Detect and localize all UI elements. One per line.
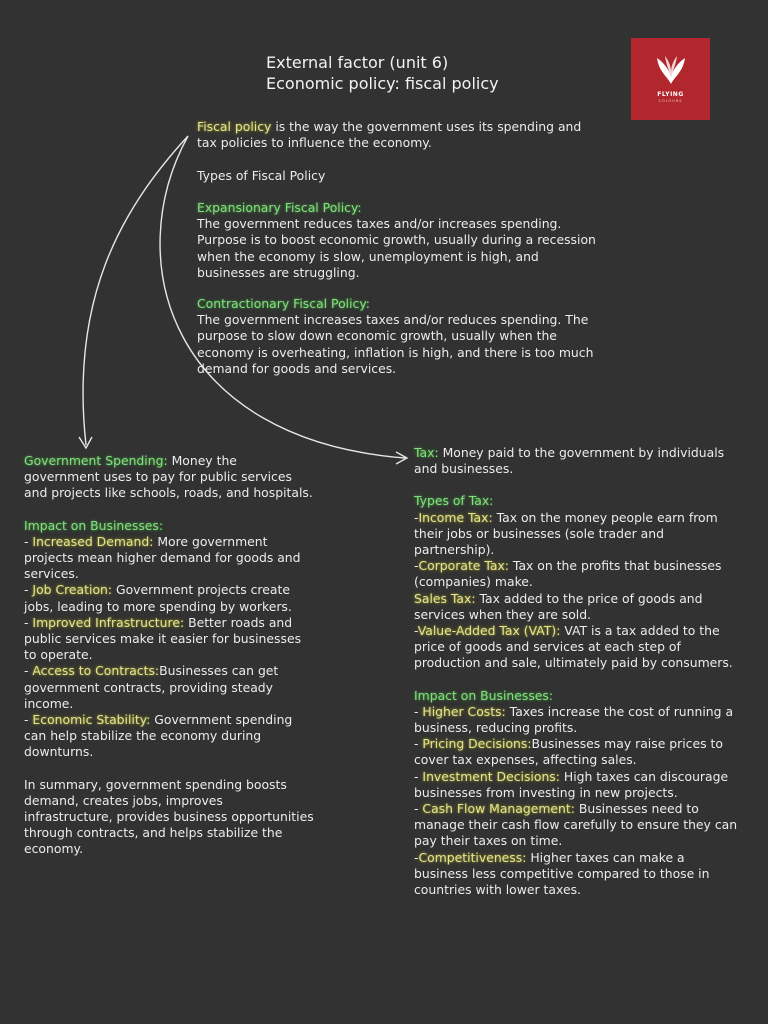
expansionary-body: The government reduces taxes and/or increases spending. Purpose is to boost economic growth, usually during a recession when the economy is slow, unemployment is high, and businesses are struggling. [197,216,596,280]
title-line-2: Economic policy: fiscal policy [266,74,499,93]
list-item: - Access to Contracts:Businesses can get government contracts, providing steady income. [24,663,279,711]
tax-types-heading: Types of Tax: [414,493,494,509]
item-label: Access to Contracts: [32,663,160,679]
spending-impact-list [24,534,314,761]
tax-definition [414,445,738,477]
item-text: Tax added to the price of goods and services when they are sold. [414,590,703,622]
item-text: Businesses need to manage their cash flow carefully to ensure they can pay their taxes on time. [414,801,738,849]
spending-text: Money the government uses to pay for public services and projects like schools, roads, and hospitals. [24,453,313,501]
item-text: Higher taxes can make a business less competitive compared to those in countries with lower taxes. [414,849,710,898]
spending-impact-heading: Impact on Businesses: [24,517,164,533]
item-label: Value-Added Tax (VAT): [417,623,561,639]
expansionary-section [197,200,597,281]
expansionary-heading: Expansionary Fiscal Policy: [197,200,362,215]
item-label: Corporate Tax: [418,558,509,574]
tax-text: Money paid to the government by individuals and businesses. [414,445,725,477]
list-item: - Improved Infrastructure: Better roads and public services make it easier for businesses to operate. [24,614,302,663]
spending-summary: In summary, government spending boosts demand, creates jobs, improves infrastructure, provides business opportunities through contracts, and helps stabilize the economy. [24,776,314,857]
item-label: Competitiveness: [418,849,527,865]
item-label: Cash Flow Management: [422,801,575,817]
item-label: Higher Costs: [422,703,506,719]
item-text: Tax on the profits that businesses (companies) make. [414,558,722,590]
item-text: Taxes increase the cost of running a business, reducing profits. [414,703,734,736]
item-label: Economic Stability: [32,712,151,728]
item-text: Government spending can help stabilize the economy during downturns. [24,712,293,760]
list-item [414,591,738,623]
list-item: -Value-Added Tax (VAT): VAT is a tax added to the price of goods and services at each step of production and sale, ultimately paid by consumers. [414,623,733,671]
tax-section [414,445,738,898]
item-text: Businesses may raise prices to cover tax expenses, affecting sales. [414,736,723,768]
contractionary-body: The government increases taxes and/or reduces spending. The purpose to slow down economic growth, usually when the economy is overheating, inflation is high, and there is too much demand for goods and services. [197,312,594,376]
list-item: - Job Creation: Government projects create jobs, leading to more spending by workers. [24,582,292,614]
logo-name: FLYING [657,91,684,98]
item-label: Sales Tax: [414,590,476,606]
list-item: - Pricing Decisions:Businesses may raise prices to cover tax expenses, affecting sales. [414,736,723,768]
item-text: More government projects mean higher demand for goods and services. [24,533,301,582]
intro-text: is the way the government uses its spending and tax policies to influence the economy. [197,119,582,151]
list-item: -Corporate Tax: Tax on the profits that businesses (companies) make. [414,558,722,590]
tax-term: Tax: [414,445,439,460]
item-text: VAT is a tax added to the price of goods and services at each step of production and sale, ultimately paid by consumers. [414,623,733,671]
item-text: Government projects create jobs, leading to more spending by workers. [24,582,292,614]
item-text: Better roads and public services make it easier for businesses to operate. [24,614,302,663]
item-label: Income Tax: [418,509,493,525]
item-label: Increased Demand: [32,533,154,549]
tax-types-list [414,510,738,672]
item-label: Job Creation: [32,582,113,598]
item-text: Tax on the money people earn from their jobs or businesses (sole trader and partnership). [414,509,718,558]
list-item: - Investment Decisions: High taxes can discourage businesses from investing in new projects. [414,768,729,800]
spending-term: Government Spending: [24,453,168,468]
intro-definition [197,119,587,151]
item-label: Pricing Decisions: [422,736,532,752]
arrow-to-spending [83,136,188,445]
item-label: Improved Infrastructure: [32,614,185,630]
logo-sub: COLOURS [658,99,683,103]
list-item: -Competitiveness: Higher taxes can make a business less competitive compared to those in countries with lower taxes. [414,849,710,898]
list-item: - Economic Stability: Government spending can help stabilize the economy during downturns. [24,712,293,760]
spending-section [24,453,314,858]
contractionary-section [197,296,597,377]
types-heading: Types of Fiscal Policy [197,168,326,183]
item-text: Businesses can get government contracts, providing steady income. [24,663,279,711]
spending-definition [24,453,314,502]
title-line-1: External factor (unit 6) [266,53,449,72]
tax-impact-list [414,704,738,898]
tax-impact-heading: Impact on Businesses: [414,687,554,703]
list-item: - Increased Demand: More government projects mean higher demand for goods and services. [24,533,301,582]
list-item: - Higher Costs: Taxes increase the cost of running a business, reducing profits. [414,703,734,736]
list-item: - Cash Flow Management: Businesses need to manage their cash flow carefully to ensure they can pay their taxes on time. [414,801,738,849]
list-item: -Income Tax: Tax on the money people earn from their jobs or businesses (sole trader and partnership). [414,509,718,558]
item-label: Investment Decisions: [422,768,560,784]
contractionary-heading: Contractionary Fiscal Policy: [197,296,370,311]
item-text: High taxes can discourage businesses from investing in new projects. [414,768,729,800]
fiscal-policy-term: Fiscal policy [197,119,272,134]
